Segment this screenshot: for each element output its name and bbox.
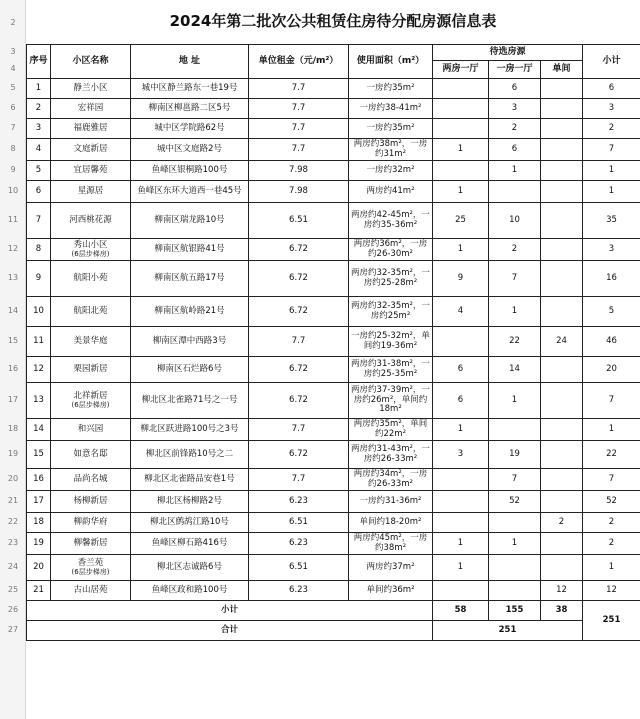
- cell-total: 6: [583, 79, 640, 99]
- table-row: [27, 139, 640, 161]
- community-note: (6层步梯房): [71, 401, 110, 410]
- cell-two-room: [433, 79, 489, 99]
- cell-two-room: 25: [433, 203, 489, 239]
- cell-no: 2: [27, 99, 51, 119]
- cell-address: 柳南区航岭路21号: [131, 297, 249, 327]
- header-name: 小区名称: [51, 45, 131, 79]
- cell-area: 一房约35m²: [349, 119, 433, 139]
- cell-address: 鱼峰区柳石路416号: [131, 533, 249, 555]
- cell-area: 两房约36m²，一房约26-30m²: [349, 239, 433, 261]
- row-number: 20: [7, 474, 19, 483]
- cell-single: [541, 491, 583, 513]
- cell-single: [541, 555, 583, 581]
- row-number: 8: [10, 144, 16, 153]
- cell-name: [51, 383, 131, 419]
- cell-one-room: 6: [489, 79, 541, 99]
- community-name: 品尚名城: [73, 473, 108, 484]
- cell-name: [51, 203, 131, 239]
- cell-one-room: 10: [489, 203, 541, 239]
- cell-single: [541, 357, 583, 383]
- cell-name: [51, 513, 131, 533]
- cell-address: 柳南区航五路17号: [131, 261, 249, 297]
- cell-total: 5: [583, 297, 640, 327]
- table-row: [27, 161, 640, 181]
- cell-two-room: 1: [433, 533, 489, 555]
- cell-no: 15: [27, 441, 51, 469]
- cell-rent: 7.7: [249, 139, 349, 161]
- subtotal-one-room: 155: [489, 601, 541, 621]
- cell-no: 11: [27, 327, 51, 357]
- cell-area: 一房约38-41m²: [349, 99, 433, 119]
- cell-total: 7: [583, 469, 640, 491]
- cell-no: 17: [27, 491, 51, 513]
- cell-two-room: [433, 327, 489, 357]
- cell-one-room: [489, 555, 541, 581]
- community-name: 航阳北苑: [73, 305, 108, 316]
- cell-single: [541, 469, 583, 491]
- cell-single: [541, 383, 583, 419]
- cell-total: 7: [583, 383, 640, 419]
- cell-area: 两房约32-35m²，一房约25m²: [349, 297, 433, 327]
- community-name: 栗园新居: [73, 363, 108, 374]
- cell-total: 7: [583, 139, 640, 161]
- cell-name: [51, 181, 131, 203]
- community-note: (6层步梯房): [71, 568, 110, 577]
- community-name: 柳韵华府: [73, 516, 108, 527]
- cell-two-room: 1: [433, 419, 489, 441]
- cell-single: [541, 441, 583, 469]
- cell-single: 2: [541, 513, 583, 533]
- row-number: 22: [7, 517, 19, 526]
- cell-single: 12: [541, 581, 583, 601]
- table-row: [27, 357, 640, 383]
- row-number: 10: [7, 186, 19, 195]
- row-number: 11: [7, 215, 19, 224]
- table-row: [27, 79, 640, 99]
- cell-no: 12: [27, 357, 51, 383]
- row-number: 12: [7, 244, 19, 253]
- cell-rent: 6.72: [249, 297, 349, 327]
- cell-no: 13: [27, 383, 51, 419]
- cell-area: 两房约37m²: [349, 555, 433, 581]
- cell-rent: 7.7: [249, 469, 349, 491]
- cell-area: 两房约37-39m²，一房约26m²，单间约18m²: [349, 383, 433, 419]
- table-row: [27, 261, 640, 297]
- cell-address: 柳北区北雀路品安巷1号: [131, 469, 249, 491]
- cell-no: 9: [27, 261, 51, 297]
- table-row: [27, 99, 640, 119]
- table-row: [27, 297, 640, 327]
- cell-address: 柳南区潭中西路3号: [131, 327, 249, 357]
- cell-name: [51, 297, 131, 327]
- row-number: 7: [10, 123, 16, 132]
- table-row: [27, 491, 640, 513]
- cell-area: 一房约32m²: [349, 161, 433, 181]
- cell-one-room: 2: [489, 239, 541, 261]
- cell-rent: 7.7: [249, 79, 349, 99]
- row-number: 27: [7, 625, 19, 634]
- cell-rent: 6.72: [249, 261, 349, 297]
- cell-area: 单间约18-20m²: [349, 513, 433, 533]
- row-number: 4: [10, 64, 16, 73]
- cell-area: 两房约34m²，一房约26-33m²: [349, 469, 433, 491]
- cell-address: 柳北区志诚路6号: [131, 555, 249, 581]
- header-subtotal: 小计: [583, 45, 640, 79]
- cell-no: 4: [27, 139, 51, 161]
- row-number: 17: [7, 395, 19, 404]
- cell-two-room: 1: [433, 555, 489, 581]
- cell-one-room: 3: [489, 99, 541, 119]
- cell-address: 鱼峰区东环大道西一巷45号: [131, 181, 249, 203]
- row-number: 24: [7, 562, 19, 571]
- table-row: [27, 513, 640, 533]
- cell-one-room: 1: [489, 297, 541, 327]
- cell-single: [541, 119, 583, 139]
- table-row: [27, 533, 640, 555]
- cell-rent: 6.51: [249, 513, 349, 533]
- cell-address: 城中区文庭路2号: [131, 139, 249, 161]
- cell-name: [51, 161, 131, 181]
- table-row: [27, 119, 640, 139]
- row-number: 23: [7, 538, 19, 547]
- cell-total: 35: [583, 203, 640, 239]
- cell-two-room: 1: [433, 181, 489, 203]
- table-row: [27, 555, 640, 581]
- cell-single: [541, 261, 583, 297]
- cell-area: 一房约25-32m²，单间约19-36m²: [349, 327, 433, 357]
- cell-no: 14: [27, 419, 51, 441]
- cell-single: [541, 239, 583, 261]
- row-number: 14: [7, 306, 19, 315]
- cell-two-room: [433, 99, 489, 119]
- row-number: 5: [10, 83, 16, 92]
- cell-name: [51, 327, 131, 357]
- community-name: 星源居: [77, 185, 104, 196]
- cell-address: 柳北区北雀路71号之一号: [131, 383, 249, 419]
- cell-name: [51, 79, 131, 99]
- cell-total: 2: [583, 513, 640, 533]
- cell-area: 两房约38m²，一房约31m²: [349, 139, 433, 161]
- cell-one-room: 14: [489, 357, 541, 383]
- cell-name: [51, 419, 131, 441]
- table-row: [27, 581, 640, 601]
- cell-one-room: [489, 419, 541, 441]
- community-name: 柳馨新居: [73, 537, 108, 548]
- total-label: 合计: [27, 621, 433, 641]
- table-row: [27, 327, 640, 357]
- cell-total: 1: [583, 161, 640, 181]
- cell-two-room: 1: [433, 139, 489, 161]
- cell-rent: 6.72: [249, 239, 349, 261]
- cell-address: 柳北区跃进路100号之3号: [131, 419, 249, 441]
- cell-address: 城中区静兰路东一巷19号: [131, 79, 249, 99]
- cell-single: [541, 533, 583, 555]
- row-number: 3: [10, 47, 16, 56]
- cell-one-room: 19: [489, 441, 541, 469]
- cell-one-room: 6: [489, 139, 541, 161]
- cell-no: 5: [27, 161, 51, 181]
- cell-area: 两房约45m²，一房约38m²: [349, 533, 433, 555]
- header-one-room: 一房一厅: [489, 61, 541, 79]
- total-value: 251: [433, 621, 583, 641]
- cell-one-room: [489, 513, 541, 533]
- row-number: 2: [10, 18, 16, 27]
- cell-one-room: 2: [489, 119, 541, 139]
- cell-area: 两房约35m²，单间约22m²: [349, 419, 433, 441]
- row-number: 16: [7, 364, 19, 373]
- cell-rent: 7.7: [249, 119, 349, 139]
- cell-area: 两房约31-43m²，一房约26-33m²: [349, 441, 433, 469]
- cell-no: 7: [27, 203, 51, 239]
- community-note: (6层步梯房): [71, 250, 110, 259]
- cell-address: 柳北区鹧鸪江路10号: [131, 513, 249, 533]
- cell-address: 柳北区前锋路10号之二: [131, 441, 249, 469]
- cell-rent: 6.72: [249, 357, 349, 383]
- header-address: 地 址: [131, 45, 249, 79]
- cell-one-room: 7: [489, 261, 541, 297]
- header-area: 使用面积（m²）: [349, 45, 433, 79]
- cell-no: 10: [27, 297, 51, 327]
- community-name: 秀山小区: [73, 239, 108, 250]
- cell-address: 柳北区杨柳路2号: [131, 491, 249, 513]
- cell-total: 1: [583, 419, 640, 441]
- cell-rent: 7.7: [249, 99, 349, 119]
- cell-two-room: 3: [433, 441, 489, 469]
- cell-single: [541, 419, 583, 441]
- cell-single: [541, 297, 583, 327]
- community-name: 杨柳新居: [73, 495, 108, 506]
- cell-name: [51, 491, 131, 513]
- cell-two-room: 6: [433, 357, 489, 383]
- cell-name: [51, 139, 131, 161]
- cell-no: 8: [27, 239, 51, 261]
- cell-one-room: 1: [489, 161, 541, 181]
- table-row: [27, 441, 640, 469]
- cell-two-room: 4: [433, 297, 489, 327]
- row-number: 9: [10, 165, 16, 174]
- community-name: 古山居苑: [73, 584, 108, 595]
- cell-two-room: [433, 491, 489, 513]
- cell-address: 鱼峰区银桐路100号: [131, 161, 249, 181]
- row-number: 18: [7, 424, 19, 433]
- cell-no: 18: [27, 513, 51, 533]
- row-number: 13: [7, 273, 19, 282]
- cell-one-room: 1: [489, 383, 541, 419]
- cell-name: [51, 357, 131, 383]
- cell-single: [541, 99, 583, 119]
- cell-name: [51, 119, 131, 139]
- cell-single: [541, 181, 583, 203]
- cell-total: 2: [583, 533, 640, 555]
- housing-table: [26, 44, 640, 641]
- cell-rent: 7.7: [249, 419, 349, 441]
- table-row: [27, 469, 640, 491]
- community-name: 如意名邸: [73, 448, 108, 459]
- cell-area: 一房约31-36m²: [349, 491, 433, 513]
- cell-address: 柳南区瑞龙路10号: [131, 203, 249, 239]
- cell-name: [51, 581, 131, 601]
- cell-no: 3: [27, 119, 51, 139]
- table-row: [27, 383, 640, 419]
- community-name: 香兰苑: [77, 557, 104, 568]
- header-no: 序号: [27, 45, 51, 79]
- cell-rent: 6.72: [249, 383, 349, 419]
- cell-area: 两房约41m²: [349, 181, 433, 203]
- cell-single: [541, 161, 583, 181]
- cell-name: [51, 469, 131, 491]
- cell-total: 1: [583, 555, 640, 581]
- cell-single: [541, 139, 583, 161]
- cell-two-room: 9: [433, 261, 489, 297]
- cell-area: 两房约31-38m²，一房约25-35m²: [349, 357, 433, 383]
- subtotal-label: 小计: [27, 601, 433, 621]
- community-name: 航阳小苑: [73, 272, 108, 283]
- cell-one-room: 1: [489, 533, 541, 555]
- cell-no: 6: [27, 181, 51, 203]
- cell-name: [51, 533, 131, 555]
- cell-two-room: [433, 513, 489, 533]
- cell-rent: 7.98: [249, 161, 349, 181]
- cell-rent: 6.23: [249, 581, 349, 601]
- cell-area: 两房约42-45m²，一房约35-36m²: [349, 203, 433, 239]
- cell-two-room: [433, 119, 489, 139]
- header-rent: 单位租金（元/m²）: [249, 45, 349, 79]
- cell-total: 20: [583, 357, 640, 383]
- header-available: 待选房源: [433, 45, 583, 61]
- row-number: 21: [7, 496, 19, 505]
- row-number: 6: [10, 103, 16, 112]
- cell-two-room: [433, 581, 489, 601]
- cell-total: 12: [583, 581, 640, 601]
- cell-two-room: [433, 161, 489, 181]
- community-name: 文庭新居: [73, 143, 108, 154]
- cell-one-room: 7: [489, 469, 541, 491]
- cell-single: [541, 203, 583, 239]
- cell-name: [51, 261, 131, 297]
- cell-rent: 6.72: [249, 441, 349, 469]
- page-title: 2024年第二批次公共租赁住房待分配房源信息表: [169, 12, 497, 30]
- community-name: 宏祥园: [77, 102, 104, 113]
- cell-single: 24: [541, 327, 583, 357]
- cell-total: 16: [583, 261, 640, 297]
- cell-area: 单间约36m²: [349, 581, 433, 601]
- table-row: [27, 203, 640, 239]
- cell-single: [541, 79, 583, 99]
- community-name: 静兰小区: [73, 82, 108, 93]
- cell-rent: 6.23: [249, 491, 349, 513]
- cell-address: 鱼峰区政和路100号: [131, 581, 249, 601]
- cell-name: [51, 441, 131, 469]
- cell-name: [51, 99, 131, 119]
- cell-one-room: [489, 581, 541, 601]
- cell-rent: 7.98: [249, 181, 349, 203]
- cell-one-room: 22: [489, 327, 541, 357]
- cell-rent: 6.23: [249, 533, 349, 555]
- header-single: 单间: [541, 61, 583, 79]
- cell-one-room: 52: [489, 491, 541, 513]
- cell-total: 3: [583, 99, 640, 119]
- cell-area: 一房约35m²: [349, 79, 433, 99]
- cell-rent: 6.51: [249, 203, 349, 239]
- cell-no: 21: [27, 581, 51, 601]
- cell-two-room: [433, 469, 489, 491]
- community-name: 河西桃花源: [69, 214, 112, 225]
- cell-rent: 6.51: [249, 555, 349, 581]
- cell-one-room: [489, 181, 541, 203]
- community-name: 北祥新居: [73, 390, 108, 401]
- subtotal-two-room: 58: [433, 601, 489, 621]
- row-number: 25: [7, 585, 19, 594]
- cell-two-room: 1: [433, 239, 489, 261]
- grand-total: 251: [583, 601, 640, 641]
- cell-name: [51, 239, 131, 261]
- table-row: [27, 181, 640, 203]
- community-name: 和兴园: [77, 423, 104, 434]
- row-number: 26: [7, 605, 19, 614]
- cell-total: 52: [583, 491, 640, 513]
- cell-total: 3: [583, 239, 640, 261]
- cell-address: 柳南区石烂路6号: [131, 357, 249, 383]
- community-name: 宜居馨苑: [73, 164, 108, 175]
- subtotal-single: 38: [541, 601, 583, 621]
- cell-total: 2: [583, 119, 640, 139]
- header-two-room: 两房一厅: [433, 61, 489, 79]
- table-row: [27, 419, 640, 441]
- cell-address: 柳南区柳邕路二区5号: [131, 99, 249, 119]
- cell-total: 1: [583, 181, 640, 203]
- cell-rent: 7.7: [249, 327, 349, 357]
- cell-area: 两房约32-35m²，一房约25-28m²: [349, 261, 433, 297]
- community-name: 福鹿雅居: [73, 122, 108, 133]
- cell-address: 城中区学院路62号: [131, 119, 249, 139]
- row-number: 15: [7, 336, 19, 345]
- row-number: 19: [7, 449, 19, 458]
- cell-two-room: 6: [433, 383, 489, 419]
- cell-no: 19: [27, 533, 51, 555]
- cell-name: [51, 555, 131, 581]
- cell-total: 46: [583, 327, 640, 357]
- cell-no: 1: [27, 79, 51, 99]
- cell-address: 柳南区航银路41号: [131, 239, 249, 261]
- table-row: [27, 239, 640, 261]
- cell-no: 16: [27, 469, 51, 491]
- community-name: 美景华庭: [73, 335, 108, 346]
- cell-total: 22: [583, 441, 640, 469]
- cell-no: 20: [27, 555, 51, 581]
